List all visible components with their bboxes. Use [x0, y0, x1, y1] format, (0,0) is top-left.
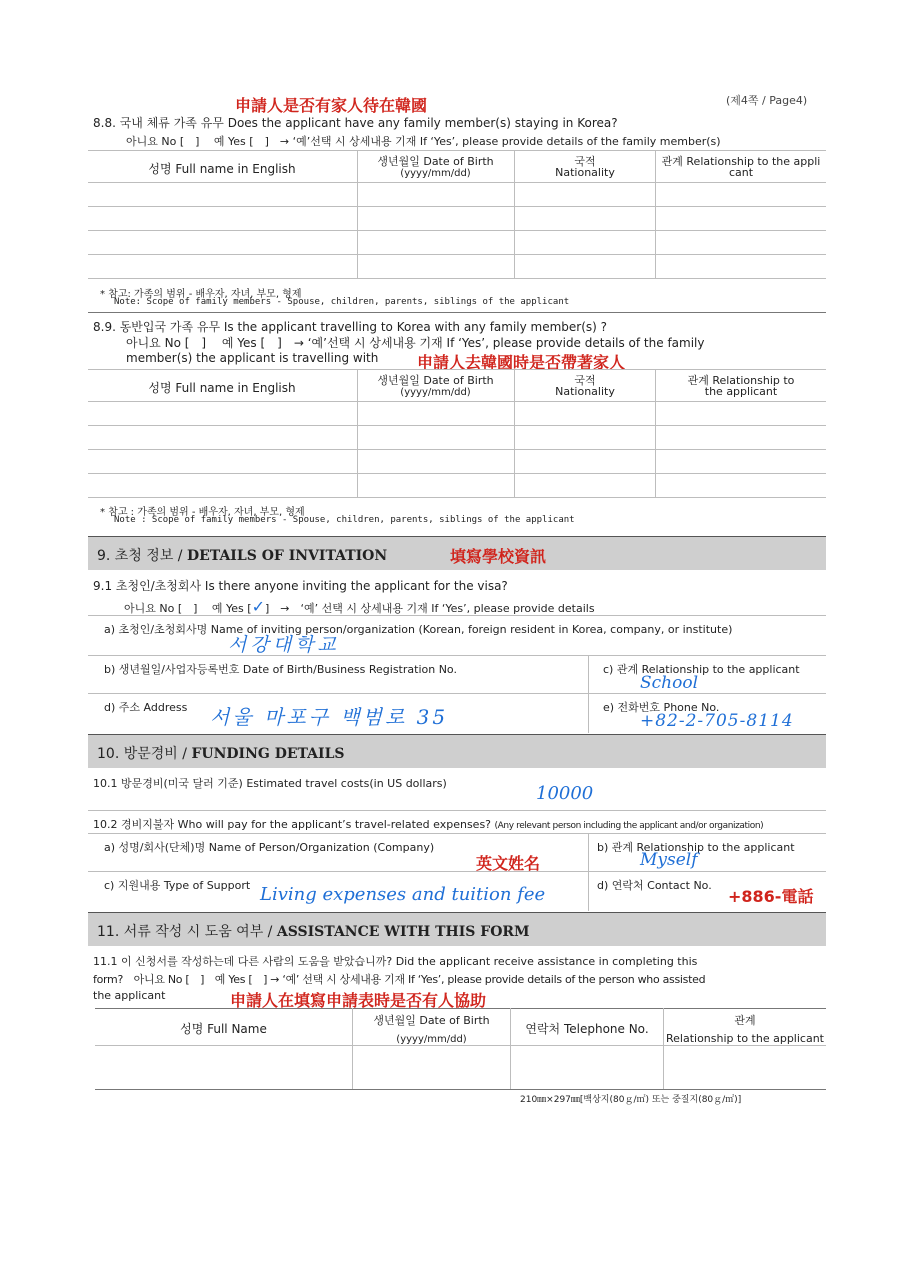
annotation-invitation: 填寫學校資訊 — [450, 547, 547, 566]
s88-title: 8.8. 국내 체류 가족 유무 Does the applicant have any family member(s) staying in Korea? — [93, 116, 618, 130]
divider — [95, 1008, 826, 1009]
s9-d-label: d) 주소 Address — [104, 701, 188, 714]
column-line — [655, 369, 656, 497]
s11-header-name: 성명 Full Name — [180, 1022, 267, 1036]
divider — [88, 615, 826, 616]
divider — [88, 150, 826, 151]
s11-question: 11.1 이 신청서를 작성하는데 다른 사람의 도움을 받았습니까? Did the applicant receive assistance in completing this — [93, 955, 698, 968]
annotation-family-travelling: 申請人去韓國時是否帶著家人 — [417, 353, 626, 372]
s9-b-label: b) 생년월일/사업자등록번호 Date of Birth/Business Registration No. — [104, 663, 457, 676]
section-10-title-ko: 10. 방문경비 / — [97, 746, 192, 762]
s89-header-relationship: 관계 Relationship to the applicant — [687, 374, 795, 398]
s9-q1-options[interactable]: 아니요 No [ ] 예 Yes [✓] → ‘예’ 선택 시 상세내용 기재 If ‘Yes’, please provide details — [124, 597, 595, 616]
s88-options[interactable]: 아니요 No [ ] 예 Yes [ ] → ‘예’선택 시 상세내용 기재 If ‘Yes’, please provide details of the family member(s) — [126, 135, 721, 148]
annotation-assistance: 申請人在填寫申請表時是否有人協助 — [230, 991, 487, 1010]
column-line — [514, 150, 515, 278]
column-line — [588, 833, 589, 911]
check-icon: ✓ — [251, 597, 265, 616]
s88-header-dob: 생년월일 Date of Birth (yyyy/mm/dd) — [377, 155, 494, 179]
table-row-line — [88, 230, 826, 231]
s89-note-en: Note : Scope of family members - Spouse, children, parents, siblings of the applicant — [114, 515, 575, 525]
s10-c-label: c) 지원내용 Type of Support — [104, 879, 251, 892]
section-10-header — [88, 734, 826, 768]
s89-header-dob: 생년월일 Date of Birth (yyyy/mm/dd) — [377, 374, 494, 398]
annotation-funding-contact: +886-電話 — [728, 887, 814, 906]
s88-note-ko: * 참고: 가족의 범위 - 배우자, 자녀, 부모, 형제 — [100, 289, 302, 300]
column-line — [510, 1008, 511, 1089]
divider — [88, 871, 826, 872]
s9-c-value[interactable]: School — [640, 673, 699, 693]
s11-options[interactable]: form? 아니요 No [ ] 예 Yes [ ] → ‘예’ 선택 시 상세내용 기재 If ‘Yes’, please provide details of the person who assisted — [93, 973, 706, 986]
table-row-line — [88, 206, 826, 207]
column-line — [663, 1008, 664, 1089]
s10-c-value[interactable]: Living expenses and tuition fee — [260, 884, 546, 905]
s11-header-dob: 생년월일 Date of Birth (yyyy/mm/dd) — [373, 1014, 490, 1045]
divider — [88, 810, 826, 811]
s9-q1: 9.1 초청인/초청회사 Is there anyone inviting the applicant for the visa? — [93, 579, 508, 593]
s88-note-en: Note: Scope of family members - Spouse, children, parents, siblings of the applicant — [114, 297, 570, 307]
s10-q2: 10.2 경비지불자 Who will pay for the applicant’s travel-related expenses? (Any relevant person including the applicant and/or organization) — [93, 818, 764, 831]
s10-q1-value[interactable]: 10000 — [536, 783, 594, 804]
section-11-title-ko: 11. 서류 작성 시 도움 여부 / — [97, 924, 277, 940]
s89-header-name: 성명 Full name in English — [148, 381, 296, 395]
s89-header-nationality: 국적 Nationality — [555, 374, 615, 398]
page-number: (제4쪽 / Page4) — [726, 94, 808, 107]
s10-d-label: d) 연락처 Contact No. — [597, 879, 712, 892]
s11-question-cont: the applicant — [93, 989, 166, 1002]
table-row-line — [95, 1045, 826, 1046]
s89-note-ko: * 참고 : 가족의 범위 - 배우자, 자녀, 부모, 형제 — [100, 507, 305, 518]
column-line — [655, 150, 656, 278]
s10-b-value[interactable]: Myself — [640, 850, 698, 870]
s10-a-label: a) 성명/회사(단체)명 Name of Person/Organization (Company) — [104, 841, 435, 854]
s88-header-name: 성명 Full name in English — [148, 162, 296, 176]
s11-header-telephone: 연락처 Telephone No. — [525, 1022, 649, 1036]
divider — [88, 693, 826, 694]
s89-options-cont: member(s) the applicant is travelling with — [126, 351, 379, 365]
section-11-title-en: ASSISTANCE WITH THIS FORM — [276, 924, 530, 940]
s88-header-relationship: 관계 Relationship to the appli cant — [661, 155, 821, 179]
divider — [88, 655, 826, 656]
table-row-line — [88, 449, 826, 450]
section-11-header — [88, 912, 826, 946]
table-row-line — [88, 182, 826, 183]
s88-header-nationality: 국적 Nationality — [555, 155, 615, 179]
section-10-title-en: FUNDING DETAILS — [191, 746, 345, 762]
table-row-line — [95, 1089, 826, 1090]
section-9-header — [88, 536, 826, 570]
s9-a-label: a) 초청인/초청회사명 Name of inviting person/organization (Korean, foreign resident in Korea, company, or institute) — [104, 623, 733, 636]
annotation-funding-name: 英文姓名 — [476, 854, 541, 873]
divider — [88, 833, 826, 834]
divider — [88, 312, 826, 313]
s11-header-relationship: 관계 Relationship to the applicant — [665, 1014, 824, 1045]
divider — [88, 369, 826, 370]
s89-options[interactable]: 아니요 No [ ] 예 Yes [ ] → ‘예’선택 시 상세내용 기재 If ‘Yes’, please provide details of the family — [126, 336, 705, 350]
s9-d-value[interactable]: 서울 마포구 백범로 35 — [210, 705, 449, 729]
section-9-title-en: DETAILS OF INVITATION — [186, 548, 388, 564]
table-row-line — [88, 278, 826, 279]
column-line — [357, 150, 358, 278]
s10-q1: 10.1 방문경비(미국 달러 기준) Estimated travel costs(in US dollars) — [93, 777, 447, 790]
table-row-line — [88, 473, 826, 474]
table-row-line — [88, 401, 826, 402]
column-line — [352, 1008, 353, 1089]
s89-title: 8.9. 동반입국 가족 유무 Is the applicant travelling to Korea with any family member(s) ? — [93, 320, 608, 334]
s10-b-label: b) 관계 Relationship to the applicant — [597, 841, 795, 854]
s9-a-value[interactable]: 서강대학교 — [228, 634, 340, 656]
table-row-line — [88, 497, 826, 498]
column-line — [514, 369, 515, 497]
table-row-line — [88, 425, 826, 426]
s9-e-label: e) 전화번호 Phone No. — [603, 701, 720, 714]
paper-spec-footer: 210㎜×297㎜[백상지(80ｇ/㎡) 또는 중질지(80ｇ/㎡)] — [520, 1095, 742, 1105]
table-row-line — [88, 254, 826, 255]
section-9-title-ko: 9. 초청 정보 / — [97, 548, 187, 564]
column-line — [588, 655, 589, 733]
column-line — [357, 369, 358, 497]
s9-e-value[interactable]: +82-2-705-8114 — [640, 711, 794, 731]
s9-c-label: c) 관계 Relationship to the applicant — [603, 663, 800, 676]
annotation-family-in-korea: 申請人是否有家人待在韓國 — [235, 96, 428, 115]
